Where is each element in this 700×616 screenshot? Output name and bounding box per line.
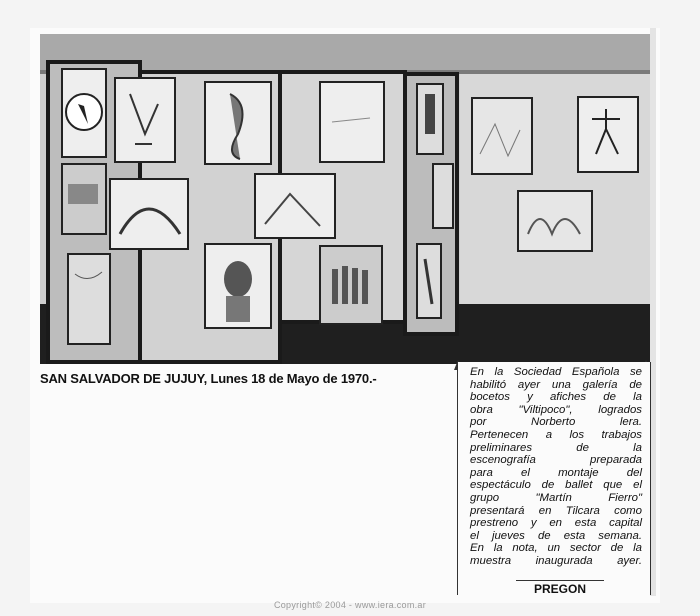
article-line: presentará en Tilcara como bbox=[470, 504, 642, 517]
article-line: Pertenecen a los trabajos bbox=[470, 428, 642, 441]
article-line: espectáculo de ballet que el bbox=[470, 479, 642, 492]
article-line: para el montaje del bbox=[470, 466, 642, 479]
article-line: En la nota, un sector de la bbox=[470, 542, 642, 555]
article-line: el jueves de esta semana. bbox=[470, 529, 642, 542]
article-line: En la Sociedad Española se bbox=[470, 366, 642, 378]
article-line: escenografía preparada bbox=[470, 454, 642, 467]
exhibition-photo bbox=[40, 34, 650, 364]
article-text bbox=[470, 366, 642, 568]
article-line: obra "Viltipoco", logrados bbox=[470, 403, 642, 416]
article-line: habilitó ayer una galería de bbox=[470, 378, 642, 391]
article-line: prestreno y en esta capital bbox=[470, 517, 642, 530]
article-line: grupo "Martín Fierro" bbox=[470, 491, 642, 504]
article-line: bocetos y afiches de la bbox=[470, 391, 642, 404]
article-line: por Norberto lera. bbox=[470, 416, 642, 429]
dateline-caption: SAN SALVADOR DE JUJUY, Lunes 18 de Mayo de 1970.- bbox=[40, 371, 377, 386]
article-line: muestra inaugurada ayer. bbox=[470, 554, 642, 567]
article-line: preliminares de la bbox=[470, 441, 642, 454]
newspaper-source: PREGON bbox=[516, 580, 604, 598]
copyright-footer: Copyright© 2004 - www.iera.com.ar bbox=[273, 600, 427, 610]
